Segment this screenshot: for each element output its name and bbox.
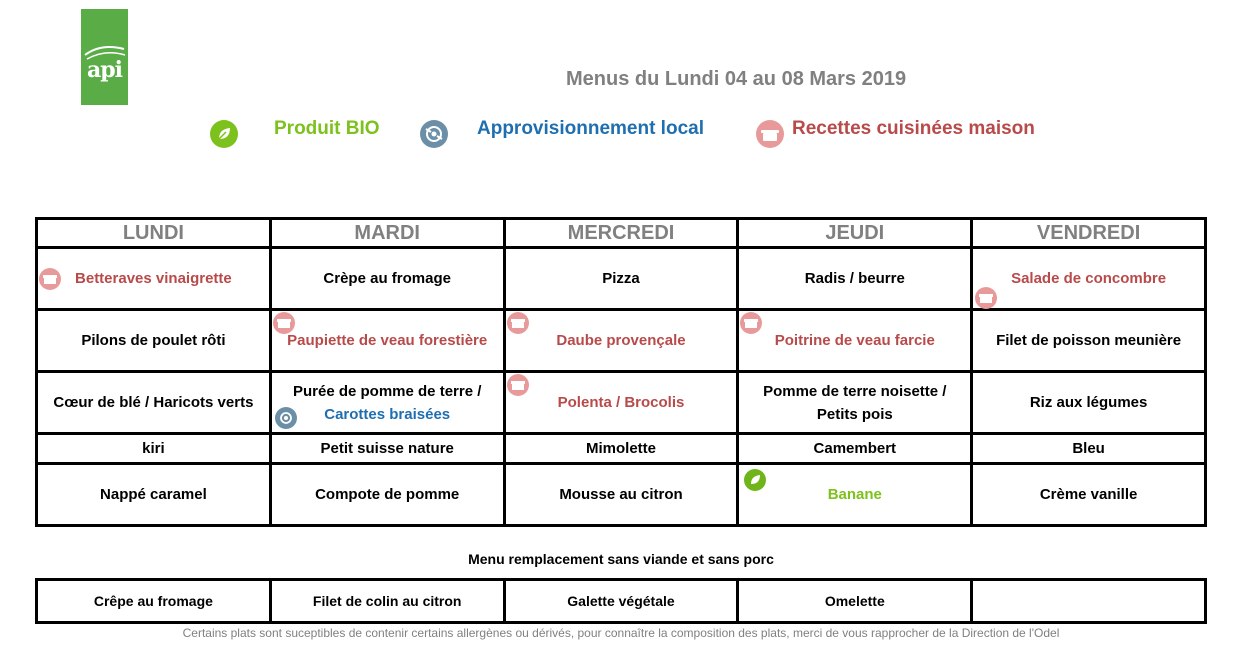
cooking-pot-icon: [39, 268, 61, 290]
dish-label: Pizza: [602, 270, 640, 287]
leaf-icon: [210, 120, 238, 148]
alt-menu-cell: Omelette: [738, 580, 972, 623]
local-supply-icon: [420, 120, 448, 148]
menu-cell: [972, 310, 1206, 372]
menu-cell: [738, 372, 972, 434]
entree-row: [37, 248, 1206, 310]
cooking-pot-icon: [507, 374, 529, 396]
dish-label: Radis / beurre: [804, 270, 905, 287]
dish-label: Camembert: [813, 440, 897, 457]
menu-cell: [270, 434, 504, 464]
dish-label: Crème vanille: [1039, 486, 1138, 503]
menu-cell: [504, 372, 738, 434]
allergen-footer: Certains plats sont suceptibles de contenir certains allergènes ou dérivés, pour connaître la composition des plats, merci de vous rapprocher de la Direction de l'Odel: [182, 626, 1060, 640]
menu-cell: [504, 248, 738, 310]
dish-label: Cœur de blé / Haricots verts: [53, 394, 254, 411]
alt-menu-cell: Crêpe au fromage: [37, 580, 271, 623]
fromage-row: [37, 434, 1206, 464]
accompagnement-row: [37, 372, 1206, 434]
local-supply-icon: [275, 407, 297, 429]
menu-table: [35, 217, 1207, 527]
cooking-pot-icon: [273, 312, 295, 334]
menu-cell: [270, 372, 504, 434]
dish-label: Banane: [827, 486, 882, 503]
alt-menu-title: Menu remplacement sans viande et sans porc: [468, 551, 774, 567]
menu-cell: [972, 464, 1206, 526]
cooking-pot-icon: [507, 312, 529, 334]
dish-label: Petits pois: [816, 405, 893, 423]
legend-maison-label: Recettes cuisinées maison: [792, 118, 1035, 139]
dish-label: Salade de concombre: [1011, 270, 1167, 287]
dish-label: Filet de poisson meunière: [996, 332, 1182, 349]
menu-cell: [504, 434, 738, 464]
menu-cell: [504, 310, 738, 372]
menu-cell: [37, 248, 271, 310]
menu-cell: [37, 434, 271, 464]
leaf-icon: [744, 469, 766, 491]
day-header-jeudi: JEUDI: [738, 219, 972, 248]
dish-label: Petit suisse nature: [320, 440, 454, 457]
dish-label: Pomme de terre noisette /: [763, 382, 947, 400]
menu-cell: [972, 248, 1206, 310]
alt-menu-cell: Galette végétale: [504, 580, 738, 623]
menu-cell: [37, 372, 271, 434]
menu-cell: [504, 464, 738, 526]
plat-row: [37, 310, 1206, 372]
menu-cell: [37, 464, 271, 526]
dish-label: kiri: [142, 440, 165, 457]
dish-label: Polenta / Brocolis: [557, 394, 685, 411]
menu-cell: [972, 372, 1206, 434]
alt-menu-cell: Filet de colin au citron: [270, 580, 504, 623]
dish-label: Pilons de poulet rôti: [81, 332, 226, 349]
days-header-row: [37, 219, 1206, 248]
menu-cell: [738, 248, 972, 310]
menu-cell: [270, 310, 504, 372]
dish-label: Riz aux légumes: [1029, 394, 1148, 411]
dish-label: Betteraves vinaigrette: [75, 270, 232, 287]
alt-menu-row: [37, 580, 1206, 623]
day-header-mardi: MARDI: [270, 219, 504, 248]
dish-label: Crèpe au fromage: [323, 270, 451, 287]
day-header-vendredi: VENDREDI: [972, 219, 1206, 248]
menu-cell: [270, 248, 504, 310]
menu-cell: [738, 464, 972, 526]
menu-cell: [270, 464, 504, 526]
menu-cell: [972, 434, 1206, 464]
dish-label: Mousse au citron: [559, 486, 683, 503]
dish-label: Carottes braisées: [324, 405, 451, 423]
api-logo: [81, 9, 128, 105]
dish-label: Compote de pomme: [315, 486, 460, 503]
dish-label: Purée de pomme de terre /: [292, 382, 482, 400]
dish-label: Bleu: [1072, 440, 1105, 457]
menu-cell: [738, 434, 972, 464]
cooking-pot-icon: [975, 287, 997, 309]
dish-label: Poitrine de veau farcie: [774, 332, 935, 349]
menu-cell: [37, 310, 271, 372]
day-header-lundi: LUNDI: [37, 219, 271, 248]
alt-menu-cell: [972, 580, 1206, 623]
dish-label: Nappé caramel: [100, 486, 207, 503]
dish-label: Paupiette de veau forestière: [287, 332, 488, 349]
cooking-pot-icon: [740, 312, 762, 334]
dish-label: Daube provençale: [556, 332, 686, 349]
cooking-pot-icon: [756, 120, 784, 148]
alt-menu-table: [35, 578, 1207, 624]
legend-local-label: Approvisionnement local: [477, 118, 704, 139]
dish-label: Mimolette: [585, 440, 656, 457]
menu-cell: [738, 310, 972, 372]
logo-text: api: [87, 57, 122, 83]
day-header-mercredi: MERCREDI: [504, 219, 738, 248]
legend-bio-label: Produit BIO: [274, 118, 380, 139]
page-title: Menus du Lundi 04 au 08 Mars 2019: [566, 68, 907, 90]
dessert-row: [37, 464, 1206, 526]
